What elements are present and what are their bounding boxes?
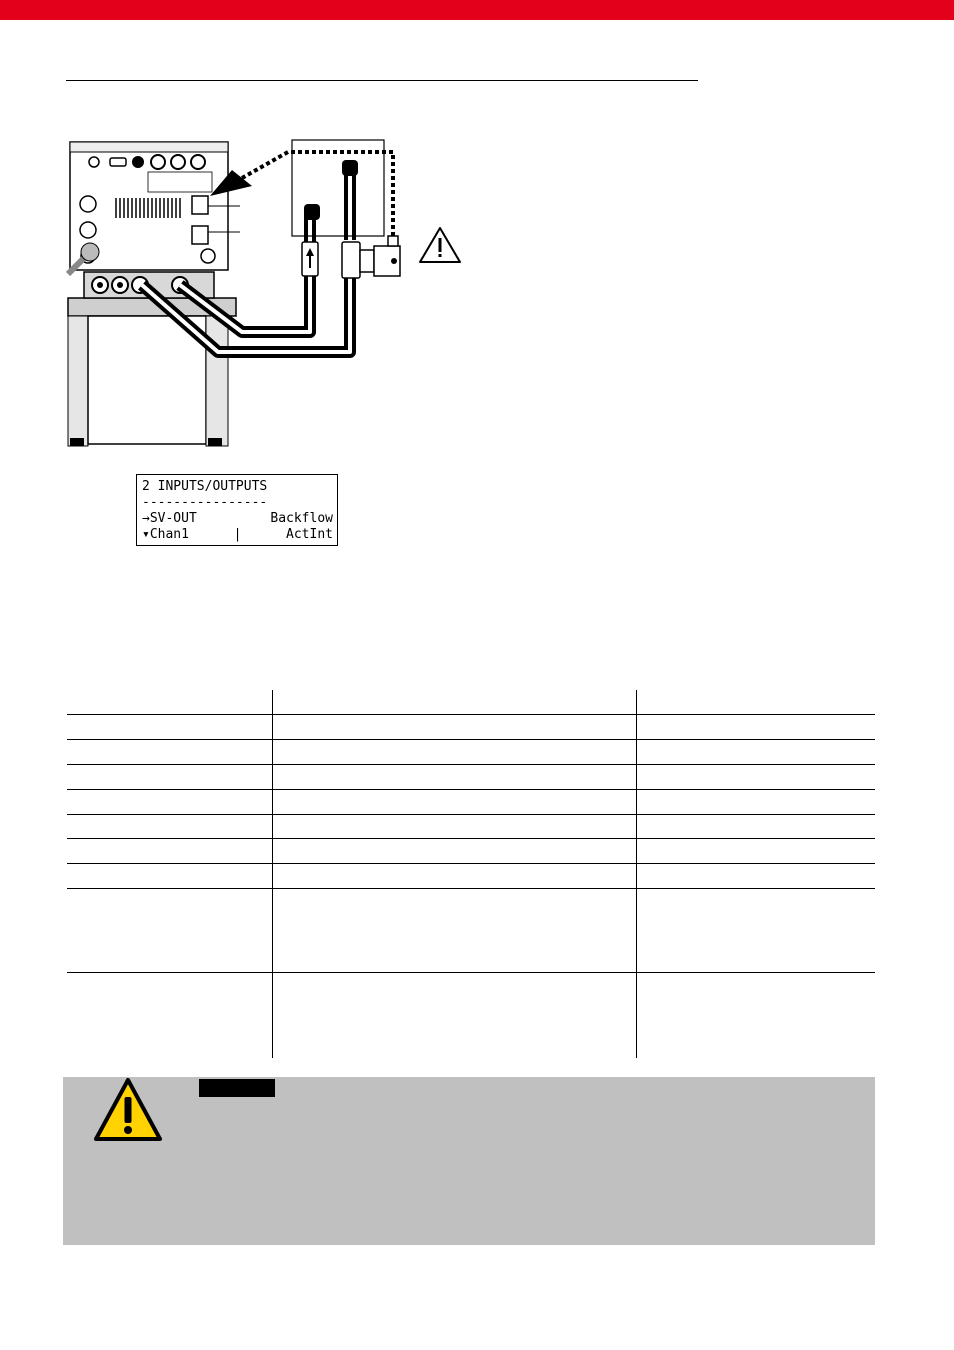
fitting-left bbox=[302, 242, 318, 276]
table-header-rule bbox=[67, 714, 875, 715]
table-row bbox=[67, 789, 875, 790]
settings-table bbox=[67, 690, 875, 1058]
table-column-divider bbox=[272, 690, 273, 1058]
table-row bbox=[67, 863, 875, 864]
table-row bbox=[67, 838, 875, 839]
header-accent-bar bbox=[0, 0, 954, 20]
lcd-line-separator: ---------------- bbox=[142, 495, 268, 510]
table-column-divider bbox=[636, 690, 637, 1058]
table-row bbox=[67, 739, 875, 740]
connection-diagram bbox=[60, 120, 480, 460]
table-row bbox=[67, 814, 875, 815]
table-row bbox=[67, 972, 875, 973]
warning-triangle-icon bbox=[420, 228, 460, 262]
lcd-value-backflow: Backflow bbox=[270, 511, 333, 526]
lcd-display bbox=[136, 474, 338, 546]
lcd-menu-item-chan1: ▾Chan1 bbox=[142, 527, 189, 542]
warning-box bbox=[63, 1077, 875, 1245]
lcd-line-title: 2 INPUTS/OUTPUTS bbox=[142, 479, 268, 494]
lcd-line-4 bbox=[142, 527, 333, 543]
signal-line bbox=[242, 152, 393, 236]
lcd-cursor-bar: | bbox=[233, 527, 242, 542]
table-row bbox=[67, 888, 875, 889]
warning-triangle-icon bbox=[93, 1077, 163, 1143]
table-row bbox=[67, 764, 875, 765]
solenoid-valve-icon bbox=[342, 236, 400, 278]
device-rear-panel-icon bbox=[68, 142, 240, 274]
lcd-line-3 bbox=[142, 511, 333, 527]
lcd-menu-item-sv-out: →SV-OUT bbox=[142, 511, 197, 526]
header-rule bbox=[66, 80, 698, 81]
device-stand bbox=[68, 298, 236, 446]
lcd-value-actint: ActInt bbox=[286, 527, 333, 542]
connection-diagram-svg bbox=[60, 120, 480, 460]
signal-word-badge bbox=[199, 1079, 275, 1097]
